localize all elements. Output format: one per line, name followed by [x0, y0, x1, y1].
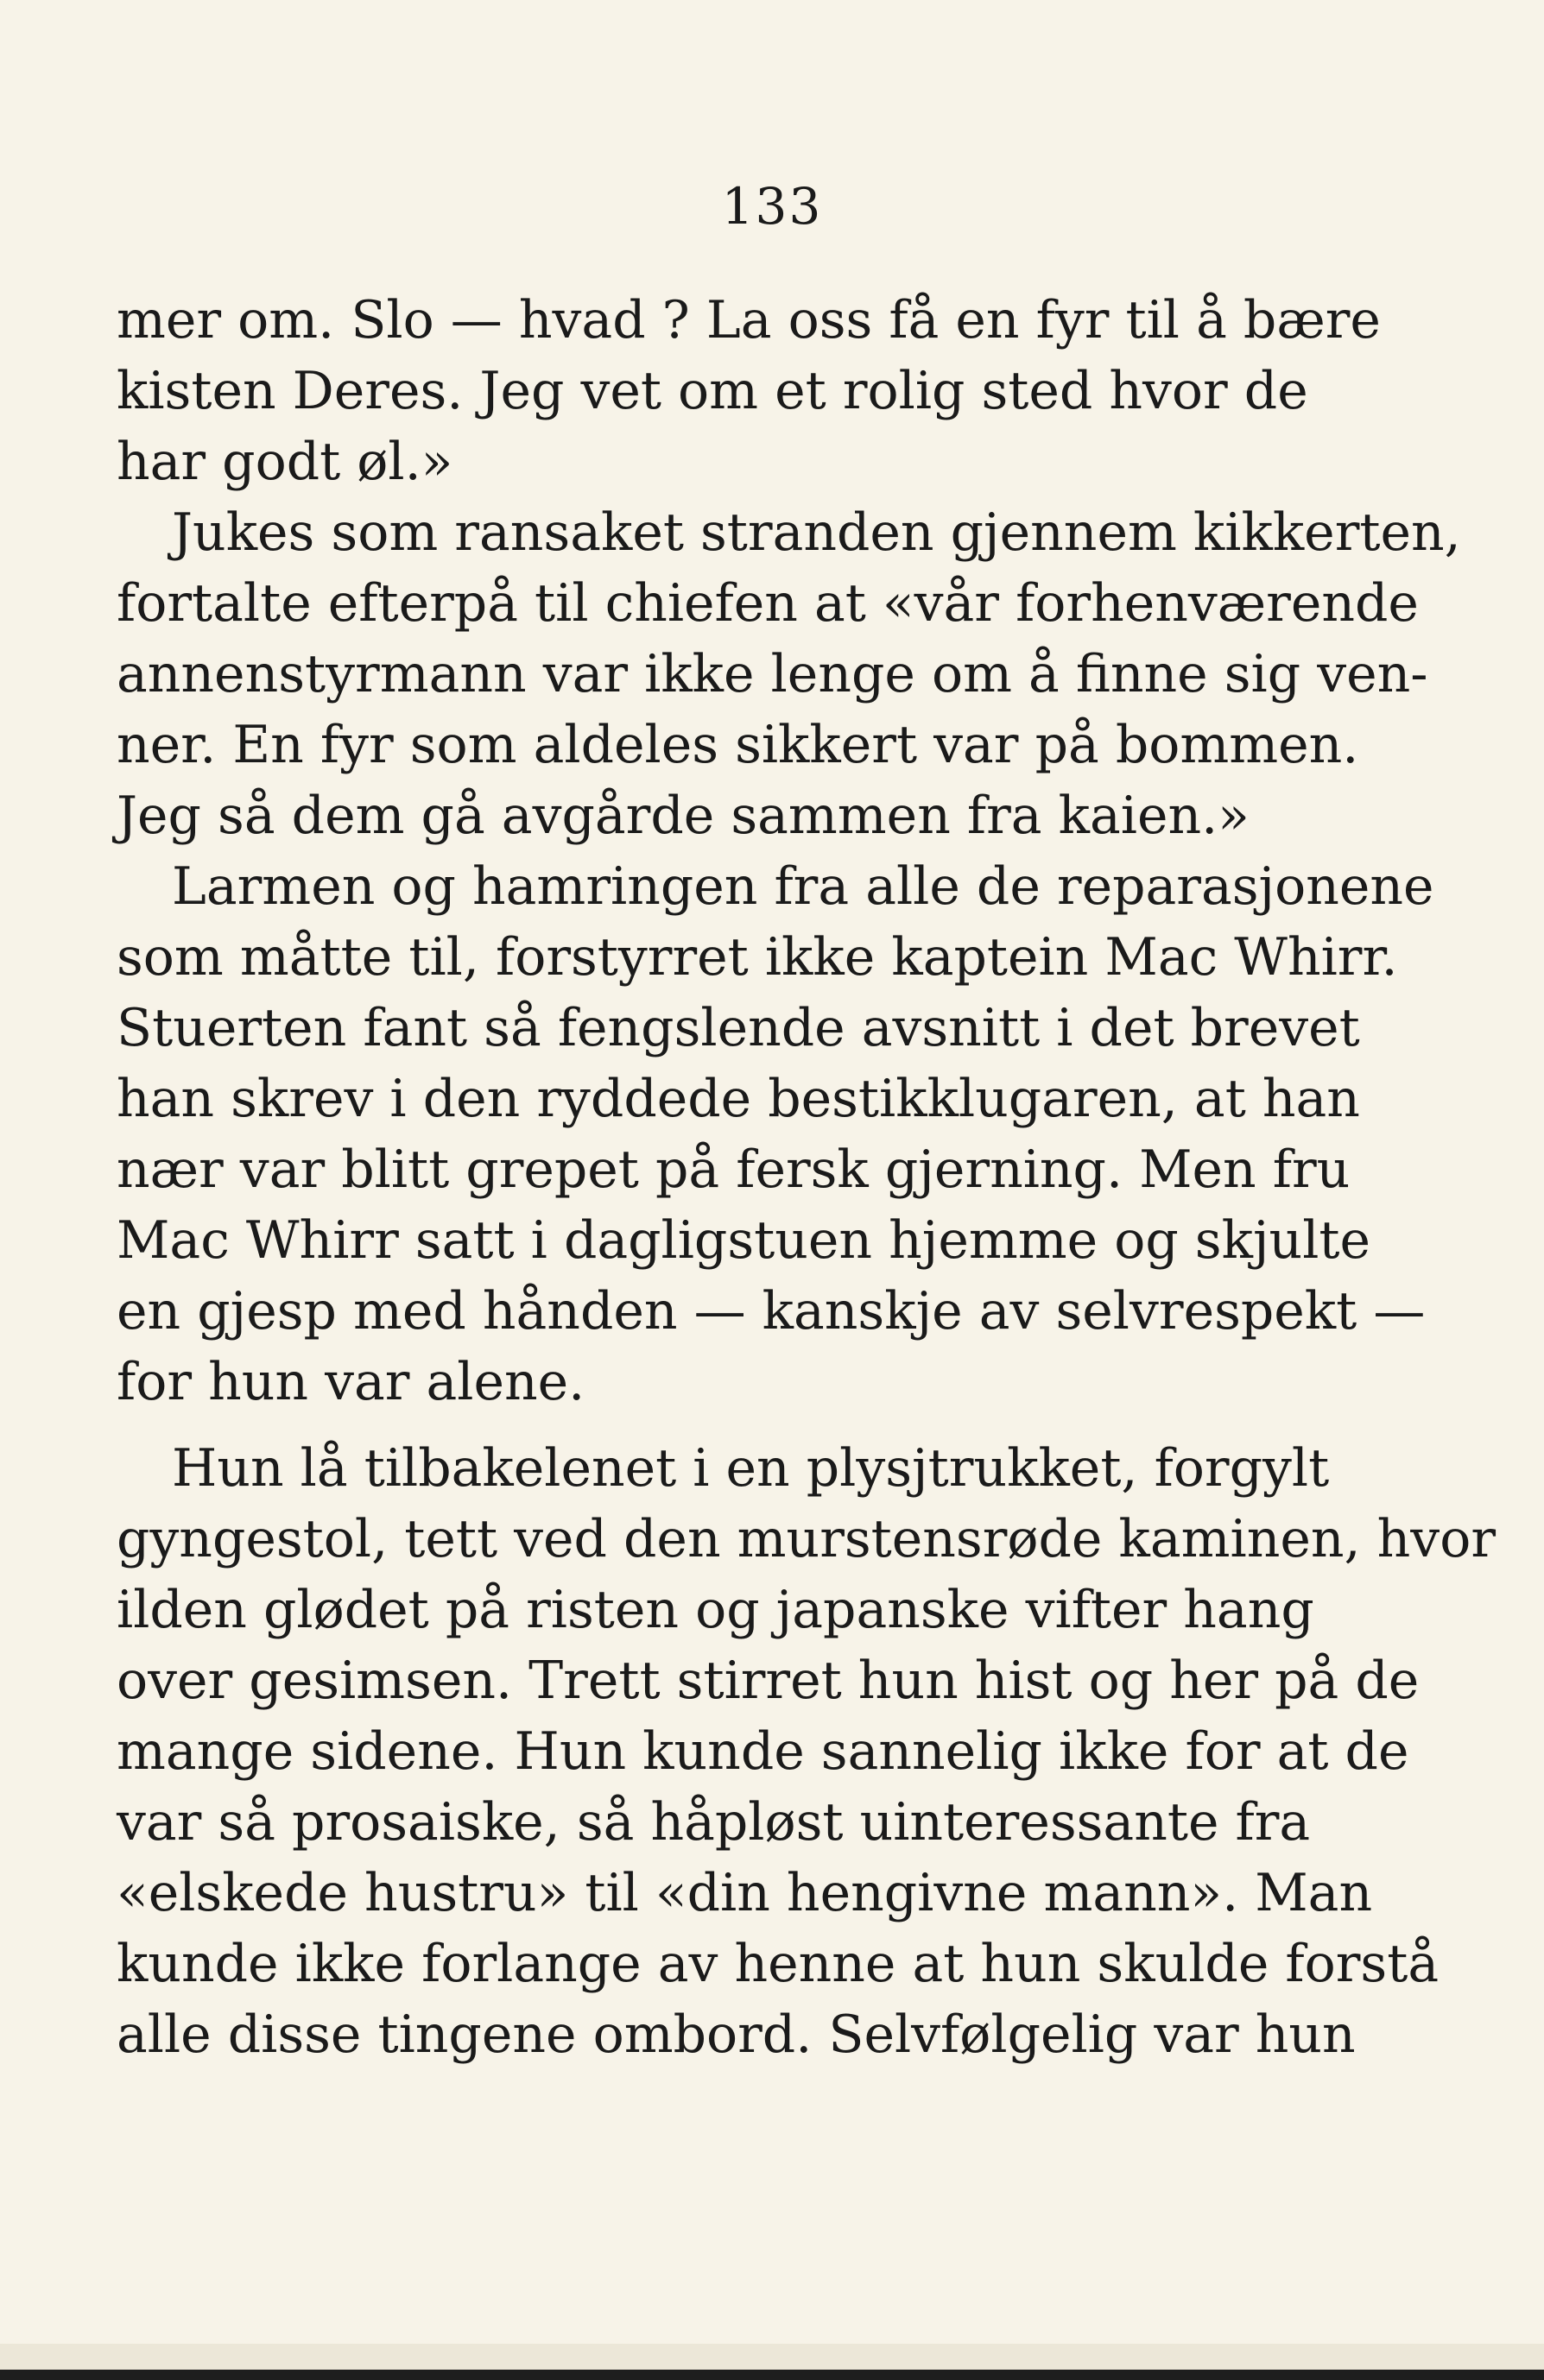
page-edge-shadow — [0, 2344, 1544, 2370]
text-line: mer om. Slo — hvad ? La oss få en fyr til å bære — [117, 290, 1381, 350]
text-line: har godt øl.» — [117, 432, 453, 492]
text-line: ilden glødet på risten og japanske vifter hang — [117, 1580, 1314, 1640]
page-bottom-edge — [0, 2370, 1544, 2380]
body-text — [117, 285, 1497, 2070]
text-line: fortalte efterpå til chiefen at «vår forhenværende — [117, 573, 1419, 634]
text-line: «elskede hustru» til «din hengivne mann». Man — [117, 1863, 1373, 1923]
text-line: ner. En fyr som aldeles sikkert var på bommen. — [117, 715, 1359, 775]
text-line: en gjesp med hånden — kanskje av selvrespekt — — [117, 1281, 1426, 1342]
text-line: som måtte til, forstyrret ikke kaptein Mac Whirr. — [117, 927, 1398, 988]
page-number: 133 — [721, 177, 823, 236]
text-line: Hun lå tilbakelenet i en plysjtrukket, forgylt — [172, 1438, 1330, 1499]
text-line: nær var blitt grepet på fersk gjerning. Men fru — [117, 1139, 1351, 1200]
text-line: kisten Deres. Jeg vet om et rolig sted hvor de — [117, 361, 1308, 421]
text-line: for hun var alene. — [117, 1352, 585, 1412]
text-line: Stuerten fant så fengslende avsnitt i det brevet — [117, 998, 1360, 1058]
text-line: var så prosaiske, så håpløst uinteressante fra — [117, 1792, 1311, 1853]
paragraph-gap — [117, 1417, 1282, 1433]
text-line: Jukes som ransaket stranden gjennem kikkerten, — [172, 502, 1461, 563]
text-line: Jeg så dem gå avgårde sammen fra kaien.» — [117, 786, 1250, 846]
text-line: alle disse tingene ombord. Selvfølgelig var hun — [117, 2004, 1356, 2065]
text-line: mange sidene. Hun kunde sannelig ikke for at de — [117, 1721, 1409, 1782]
text-line: over gesimsen. Trett stirret hun hist og her på de — [117, 1651, 1420, 1711]
text-line: annenstyrmann var ikke lenge om å finne sig ven- — [117, 644, 1428, 704]
text-line: han skrev i den ryddede bestikklugaren, at han — [117, 1069, 1360, 1129]
text-line: kunde ikke forlange av henne at hun skulde forstå — [117, 1934, 1440, 1994]
text-line: Mac Whirr satt i dagligstuen hjemme og skjulte — [117, 1210, 1371, 1271]
text-line: gyngestol, tett ved den murstensrøde kaminen, hvor — [117, 1509, 1497, 1569]
text-line: Larmen og hamringen fra alle de reparasjonene — [172, 856, 1434, 917]
